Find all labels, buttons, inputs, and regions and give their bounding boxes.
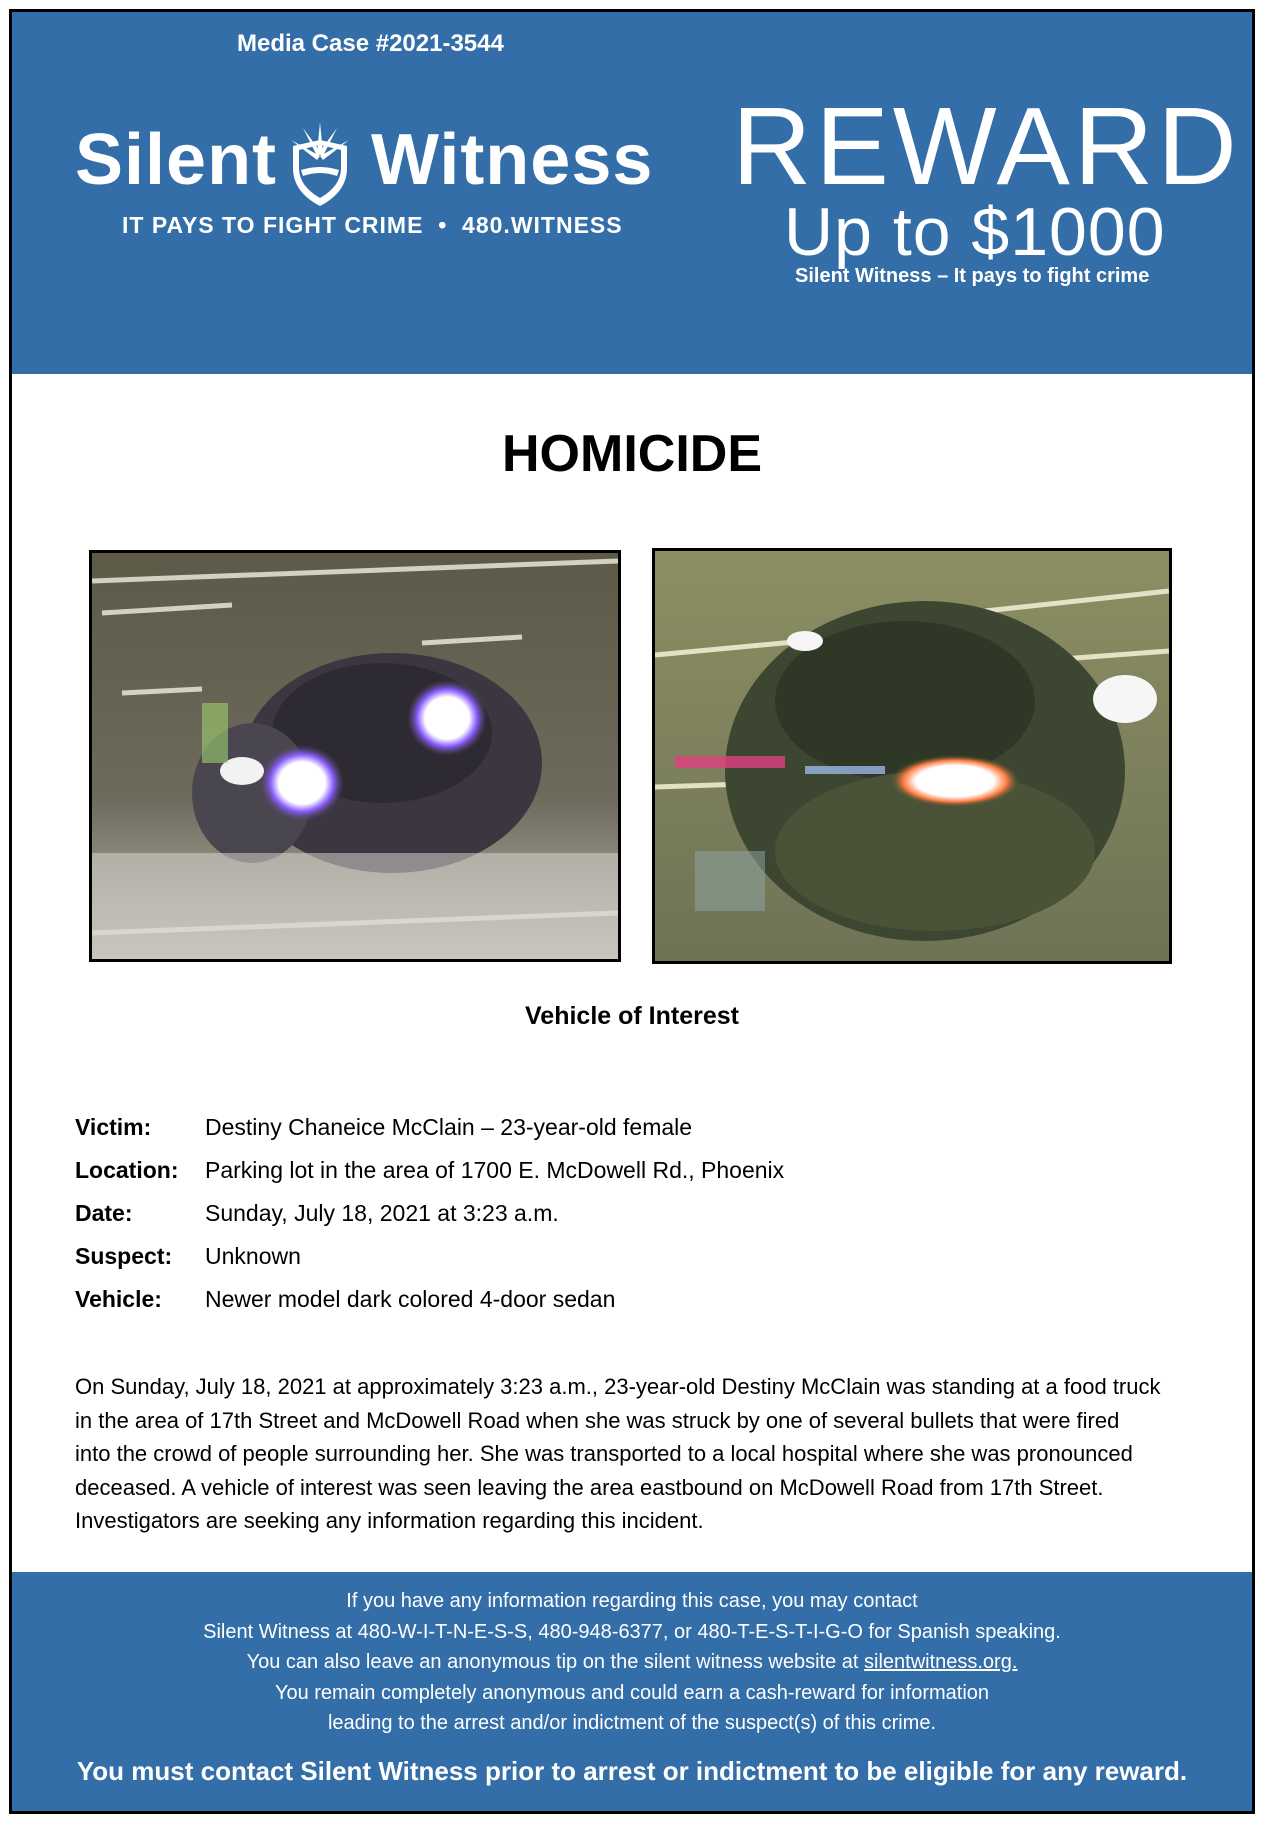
contact-line-2: Silent Witness at 480-W-I-T-N-E-S-S, 480-948-6377, or 480-T-E-S-T-I-G-O for Spanish speaking. (203, 1620, 1061, 1643)
fact-row-date (75, 1200, 1175, 1243)
header-banner (12, 12, 1252, 374)
footer-banner (12, 1572, 1252, 1811)
crime-title: HOMICIDE (502, 425, 762, 483)
fact-row-victim (75, 1114, 1175, 1157)
contact-line-4: You remain completely anonymous and could earn a cash-reward for information (274, 1681, 990, 1704)
fact-row-location (75, 1157, 1175, 1200)
case-facts (75, 1114, 1175, 1329)
shield-icon (287, 120, 353, 208)
tagline: IT PAYS TO FIGHT CRIME • 480.WITNESS (122, 212, 623, 238)
photo-caption: Vehicle of Interest (525, 1002, 739, 1030)
vehicle-photo-1 (89, 550, 621, 962)
fact-value: Unknown (205, 1243, 301, 1269)
website-link[interactable]: silentwitness.org. (864, 1651, 1018, 1673)
fact-value: Destiny Chaneice McClain – 23-year-old female (205, 1114, 693, 1140)
case-narrative (75, 1370, 1210, 1538)
vehicle-photo-1-image (92, 553, 618, 959)
flyer (9, 9, 1255, 1814)
fact-value: Newer model dark colored 4-door sedan (205, 1286, 616, 1312)
narrative-line: deceased. A vehicle of interest was seen leaving the area eastbound on McDowell Road from 17th Street. (75, 1474, 1104, 1500)
narrative-line: On Sunday, July 18, 2021 at approximately 3:23 a.m., 23-year-old Destiny McClain was standing at a food truck (75, 1374, 1161, 1399)
contact-line-5: leading to the arrest and/or indictment of the suspect(s) of this crime. (327, 1712, 937, 1734)
fact-label: Victim: (75, 1114, 152, 1140)
brand-word-witness: Witness (371, 120, 654, 200)
fact-value: Sunday, July 18, 2021 at 3:23 a.m. (205, 1200, 559, 1226)
fact-label: Vehicle: (75, 1286, 162, 1312)
contact-line-1: If you have any information regarding this case, you may contact (346, 1590, 918, 1612)
vehicle-photo-2-image (655, 551, 1169, 961)
silent-witness-logo (75, 120, 675, 200)
narrative-line: into the crowd of people surrounding her. She was transported to a local hospital where she was pronounced (75, 1441, 1133, 1466)
vehicle-photo-2 (652, 548, 1172, 964)
eligibility-warning: You must contact Silent Witness prior to arrest or indictment to be eligible for any reward. (76, 1756, 1188, 1786)
reward-heading: REWARD (732, 85, 1241, 208)
contact-line-3-text: You can also leave an anonymous tip on the silent witness website at (246, 1651, 864, 1673)
narrative-line: in the area of 17th Street and McDowell Road when she was struck by one of several bullets that were fired (75, 1407, 1120, 1433)
fact-label: Location: (75, 1157, 179, 1183)
fact-label: Suspect: (75, 1243, 173, 1269)
fact-row-suspect (75, 1243, 1175, 1286)
fact-label: Date: (75, 1200, 133, 1226)
narrative-line: Investigators are seeking any information regarding this incident. (75, 1508, 704, 1533)
media-case-number: Media Case #2021-3544 (237, 30, 504, 57)
fact-value: Parking lot in the area of 1700 E. McDowell Rd., Phoenix (205, 1157, 785, 1183)
reward-subtitle: Silent Witness – It pays to fight crime (795, 265, 1150, 287)
contact-info (12, 1586, 1252, 1739)
brand-word-silent: Silent (75, 120, 278, 200)
reward-amount: Up to $1000 (784, 194, 1166, 270)
fact-row-vehicle (75, 1286, 1175, 1329)
contact-line-3 (12, 1647, 1252, 1678)
